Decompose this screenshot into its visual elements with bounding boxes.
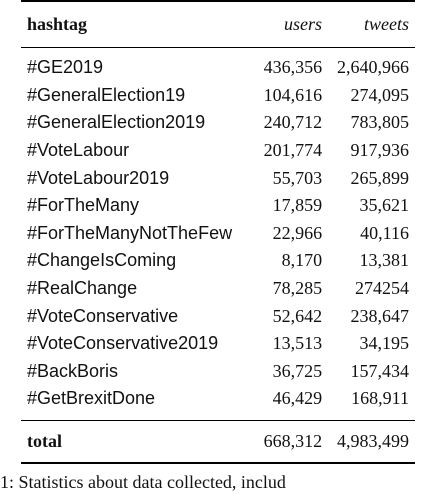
users-cell: 52,642	[272, 305, 323, 326]
hashtag-cell: #RealChange	[27, 278, 138, 299]
header-users: users	[284, 14, 323, 34]
tweets-cell: 2,640,966	[337, 57, 409, 78]
table-row	[21, 48, 415, 82]
table-body	[21, 48, 415, 421]
tweets-cell: 917,936	[350, 140, 409, 161]
table-row	[21, 330, 415, 358]
tweets-cell: 168,911	[351, 388, 409, 409]
total-row	[21, 420, 415, 463]
table-row	[21, 220, 415, 248]
total-label: total	[27, 430, 62, 451]
users-cell: 104,616	[263, 84, 323, 105]
header-row	[21, 1, 415, 48]
tweets-cell: 13,381	[359, 250, 409, 271]
tweets-cell: 265,899	[350, 167, 409, 188]
users-cell: 36,725	[272, 360, 323, 381]
tweets-cell: 783,805	[350, 112, 409, 133]
users-cell: 240,712	[263, 112, 323, 133]
total-users: 668,312	[263, 430, 323, 451]
bottom-rule-cell	[21, 463, 415, 464]
table-caption: 1: Statistics about data collected, includ	[0, 472, 286, 492]
tweets-cell: 274,095	[350, 84, 409, 105]
hashtag-cell: #VoteConservative2019	[27, 333, 219, 354]
bottom-rule	[21, 463, 415, 464]
hashtag-statistics-table	[21, 0, 415, 464]
tweets-cell: 35,621	[359, 195, 409, 216]
table-row	[21, 82, 415, 110]
users-cell: 46,429	[272, 388, 323, 409]
users-cell: 201,774	[263, 140, 323, 161]
hashtag-cell: #GeneralElection19	[27, 84, 186, 105]
header-hashtag: hashtag	[27, 14, 88, 34]
users-cell: 78,285	[272, 278, 323, 299]
tweets-cell: 238,647	[350, 305, 409, 326]
hashtag-cell: #VoteLabour	[27, 140, 130, 161]
table-row	[21, 109, 415, 137]
tweets-cell: 34,195	[359, 333, 409, 354]
hashtag-cell: #BackBoris	[27, 360, 119, 381]
table-row	[21, 302, 415, 330]
tweets-cell: 157,434	[350, 360, 409, 381]
hashtag-cell: #GeneralElection2019	[27, 112, 206, 133]
table-row	[21, 275, 415, 303]
hashtag-cell: #ForTheManyNotTheFew	[27, 222, 233, 243]
hashtag-cell: #ChangeIsComing	[27, 250, 177, 271]
users-cell: 13,513	[272, 333, 323, 354]
header-tweets: tweets	[364, 14, 409, 34]
table-row	[21, 247, 415, 275]
users-cell: 8,170	[281, 250, 323, 271]
hashtag-cell: #GE2019	[27, 57, 104, 78]
table-total-section	[21, 420, 415, 464]
users-cell: 436,356	[263, 57, 323, 78]
total-tweets: 4,983,499	[337, 430, 409, 451]
tweets-cell: 274254	[355, 278, 409, 299]
hashtag-cell: #VoteLabour2019	[27, 167, 170, 188]
users-cell: 55,703	[272, 167, 323, 188]
users-cell: 22,966	[272, 222, 323, 243]
table-row	[21, 137, 415, 165]
table-header	[21, 1, 415, 48]
table-row	[21, 358, 415, 386]
hashtag-cell: #VoteConservative	[27, 305, 179, 326]
table-row	[21, 164, 415, 192]
table-row	[21, 192, 415, 220]
tweets-cell: 40,116	[360, 222, 409, 243]
table-row	[21, 385, 415, 420]
hashtag-cell: #ForTheMany	[27, 195, 140, 216]
users-cell: 17,859	[272, 195, 323, 216]
hashtag-statistics-table-container	[21, 0, 415, 464]
hashtag-cell: #GetBrexitDone	[27, 388, 156, 409]
